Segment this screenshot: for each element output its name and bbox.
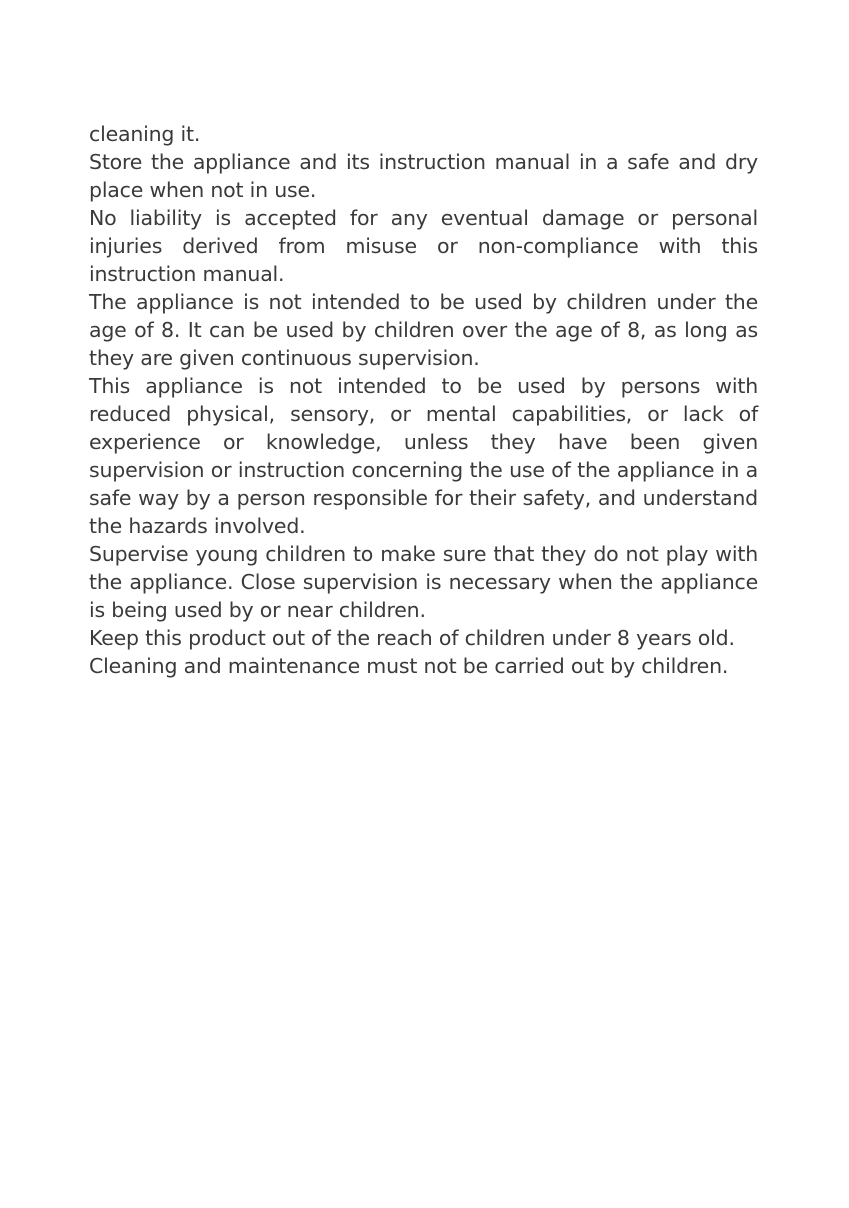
paragraph-reduced-capabilities: This appliance is not intended to be used by persons with reduced physical, sensory, or mental capabilities, or lack of experience or knowledge, unless they have been given supervision or instruction concerning the use of the appliance in a safe way by a person responsible for their safety, and understand the hazards involved. xyxy=(89,374,758,538)
paragraph-supervise-children: Supervise young children to make sure that they do not play with the appliance. Close supervision is necessary when the appliance is being used by or near children. xyxy=(89,542,758,622)
safety-instructions-text xyxy=(89,120,758,680)
paragraph-cleaning-it: cleaning it. xyxy=(89,122,201,146)
paragraph-children-age: The appliance is not intended to be used by children under the age of 8. It can be used by children over the age of 8, as long as they are given continuous supervision. xyxy=(89,290,758,370)
paragraph-liability: No liability is accepted for any eventual damage or personal injuries derived from misuse or non-compliance with this instruction manual. xyxy=(89,206,758,286)
paragraph-cleaning-maintenance: Cleaning and maintenance must not be carried out by children. xyxy=(89,654,729,678)
paragraph-keep-out-of-reach: Keep this product out of the reach of children under 8 years old. xyxy=(89,626,735,650)
paragraph-storage: Store the appliance and its instruction manual in a safe and dry place when not in use. xyxy=(89,150,758,202)
